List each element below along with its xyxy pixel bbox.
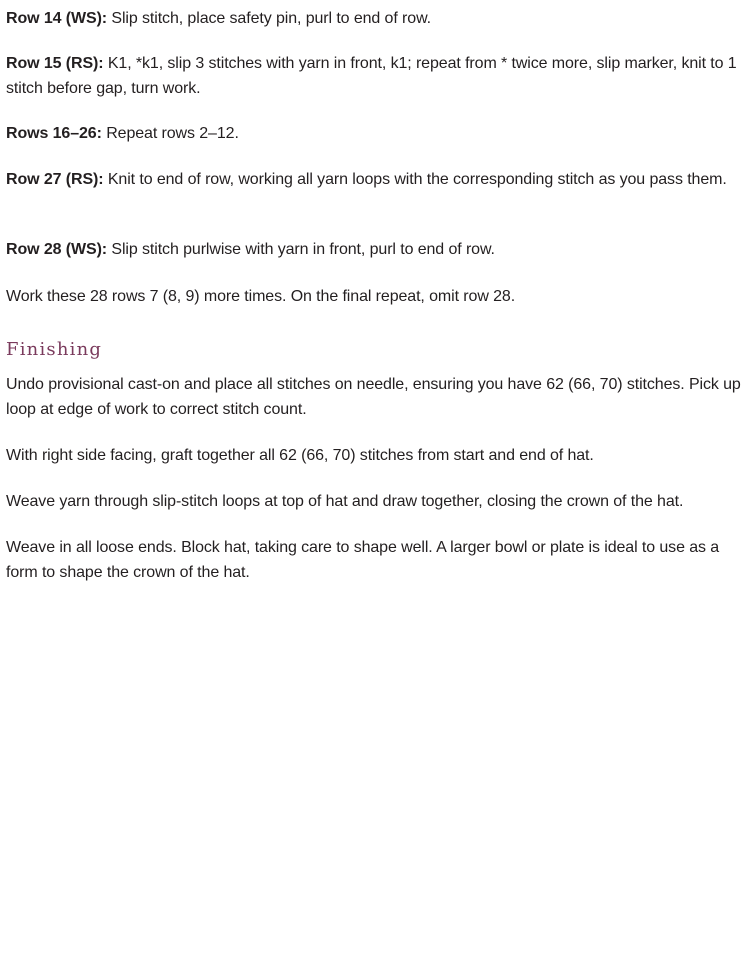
finishing-paragraph: Weave in all loose ends. Block hat, taking care to shape well. A larger bowl or plate is ideal to use as a form to shape the crown of the hat. bbox=[6, 539, 720, 581]
instruction-rows-16-26 bbox=[6, 121, 239, 146]
section-heading-finishing: Finishing bbox=[6, 339, 103, 360]
finishing-paragraph: Weave yarn through slip-stitch loops at top of hat and draw together, closing the crown of the hat. bbox=[6, 493, 684, 510]
finishing-paragraph: With right side facing, graft together all 62 (66, 70) stitches from start and end of hat. bbox=[6, 447, 594, 464]
row-label: Row 14 (WS): bbox=[6, 10, 108, 27]
instruction-row-14 bbox=[6, 6, 431, 31]
row-label: Row 15 (RS): bbox=[6, 55, 104, 72]
row-label: Rows 16–26: bbox=[6, 125, 102, 142]
instruction-row-15 bbox=[6, 51, 742, 101]
row-label: Row 28 (WS): bbox=[6, 241, 108, 258]
row-text: Slip stitch purlwise with yarn in front, purl to end of row. bbox=[107, 241, 495, 258]
row-text: Repeat rows 2–12. bbox=[101, 125, 239, 142]
row-text: K1, *k1, slip 3 stitches with yarn in front, k1; repeat from * twice more, slip marker, knit to 1 stitch before gap, turn work. bbox=[6, 55, 737, 97]
row-text: Slip stitch, place safety pin, purl to end of row. bbox=[107, 10, 431, 27]
repeat-note: Work these 28 rows 7 (8, 9) more times. On the final repeat, omit row 28. bbox=[6, 288, 516, 305]
row-text: Knit to end of row, working all yarn loops with the corresponding stitch as you pass them. bbox=[103, 171, 727, 188]
instruction-row-28 bbox=[6, 237, 495, 262]
row-label: Row 27 (RS): bbox=[6, 171, 104, 188]
finishing-paragraph: Undo provisional cast-on and place all stitches on needle, ensuring you have 62 (66, 70) stitches. Pick up loop at edge of work to correct stitch count. bbox=[6, 376, 741, 418]
instruction-row-27 bbox=[6, 167, 727, 192]
